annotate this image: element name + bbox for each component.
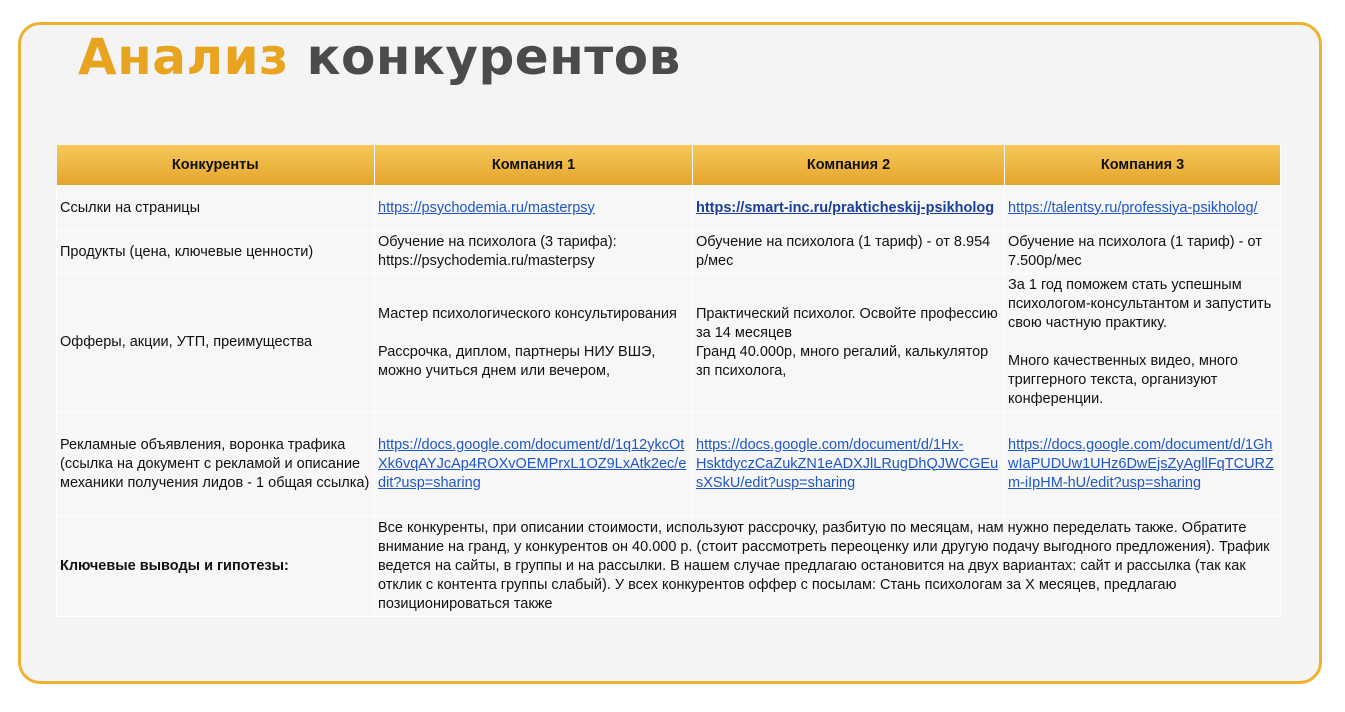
cell xyxy=(1005,274,1281,412)
row-label: Офферы, акции, УТП, преимущества xyxy=(57,274,375,412)
cell xyxy=(375,186,693,231)
header-company-1: Компания 1 xyxy=(375,145,693,186)
table-header-row xyxy=(57,145,1281,186)
row-label: Продукты (цена, ключевые ценности) xyxy=(57,231,375,274)
cell: Обучение на психолога (3 тарифа): https://psychodemia.ru/masterpsy xyxy=(375,231,693,274)
table-row-products xyxy=(57,231,1281,274)
table-row-offers xyxy=(57,274,1281,412)
company-2-link[interactable]: https://smart-inc.ru/prakticheskij-psikholog xyxy=(696,199,995,216)
table-row-ads xyxy=(57,412,1281,517)
table-row-summary xyxy=(57,517,1281,617)
company-1-link[interactable]: https://psychodemia.ru/masterpsy xyxy=(378,199,595,216)
cell xyxy=(1005,412,1281,517)
row-label: Ссылки на страницы xyxy=(57,186,375,231)
row-label: Ключевые выводы и гипотезы: xyxy=(57,517,375,617)
offer-paragraph: Практический психолог. Освойте профессию за 14 месяцев xyxy=(696,305,998,341)
offer-paragraph: Гранд 40.000р, много регалий, калькулятор зп психолога, xyxy=(696,343,989,379)
offer-paragraph: Много качественных видео, много триггерного текста, организуют конференции. xyxy=(1008,353,1238,407)
header-company-2: Компания 2 xyxy=(693,145,1005,186)
table-row-links xyxy=(57,186,1281,231)
title-word-main: конкурентов xyxy=(306,28,681,86)
cell xyxy=(375,412,693,517)
row-label: Рекламные объявления, воронка трафика (ссылка на документ с рекламой и описание механики получения лидов - 1 общая ссылка) xyxy=(57,412,375,517)
offer-paragraph: Рассрочка, диплом, партнеры НИУ ВШЭ, можно учиться днем или вечером, xyxy=(378,343,656,379)
title-word-accent: Анализ xyxy=(78,28,289,86)
offer-paragraph: Мастер психологического консультирования xyxy=(378,305,677,322)
cell xyxy=(693,186,1005,231)
header-company-3: Компания 3 xyxy=(1005,145,1281,186)
summary-text: Все конкуренты, при описании стоимости, используют рассрочку, разбитую по месяцам, нам нужно переделать также. Обратите внимание на гранд, у конкурентов он 40.000 р. (стоит рассмотреть переоценку или другую подачу выгодного предложения). Трафик ведется на сайты, в группы и на рассылки. В нашем случае предлагаю остановится на двух вариантах: сайт и рассылка (так как отклик с контента группы слабый). У всех конкурентов оффер с посылам: Стань психологам за Х месяцев, предлагаю позиционироваться также xyxy=(375,517,1281,617)
cell xyxy=(693,412,1005,517)
header-competitors: Конкуренты xyxy=(57,145,375,186)
cell xyxy=(1005,186,1281,231)
company-1-ads-link[interactable]: https://docs.google.com/document/d/1q12ykcOtXk6vqAYJcAp4ROXvOEMPrxL1OZ9LxAtk2ec/edit?usp=sharing xyxy=(378,436,687,491)
company-2-ads-link[interactable]: https://docs.google.com/document/d/1Hx-HsktdyczCaZukZN1eADXJlLRugDhQJWCGEusXSkU/edit?usp=sharing xyxy=(696,436,999,491)
competitor-table xyxy=(56,145,1281,617)
company-3-ads-link[interactable]: https://docs.google.com/document/d/1GhwIaPUDUw1UHz6DwEjsZyAgllFqTCURZm-iIpHM-hU/edit?usp=sharing xyxy=(1008,436,1274,491)
page-title xyxy=(78,24,681,90)
cell xyxy=(693,274,1005,412)
offer-paragraph: За 1 год поможем стать успешным психологом-консультантом и запустить свою частную практику. xyxy=(1008,277,1272,331)
cell: Обучение на психолога (1 тариф) - от 7.500р/мес xyxy=(1005,231,1281,274)
cell xyxy=(375,274,693,412)
company-3-link[interactable]: https://talentsy.ru/professiya-psikholog/ xyxy=(1008,199,1258,216)
cell: Обучение на психолога (1 тариф) - от 8.954 р/мес xyxy=(693,231,1005,274)
